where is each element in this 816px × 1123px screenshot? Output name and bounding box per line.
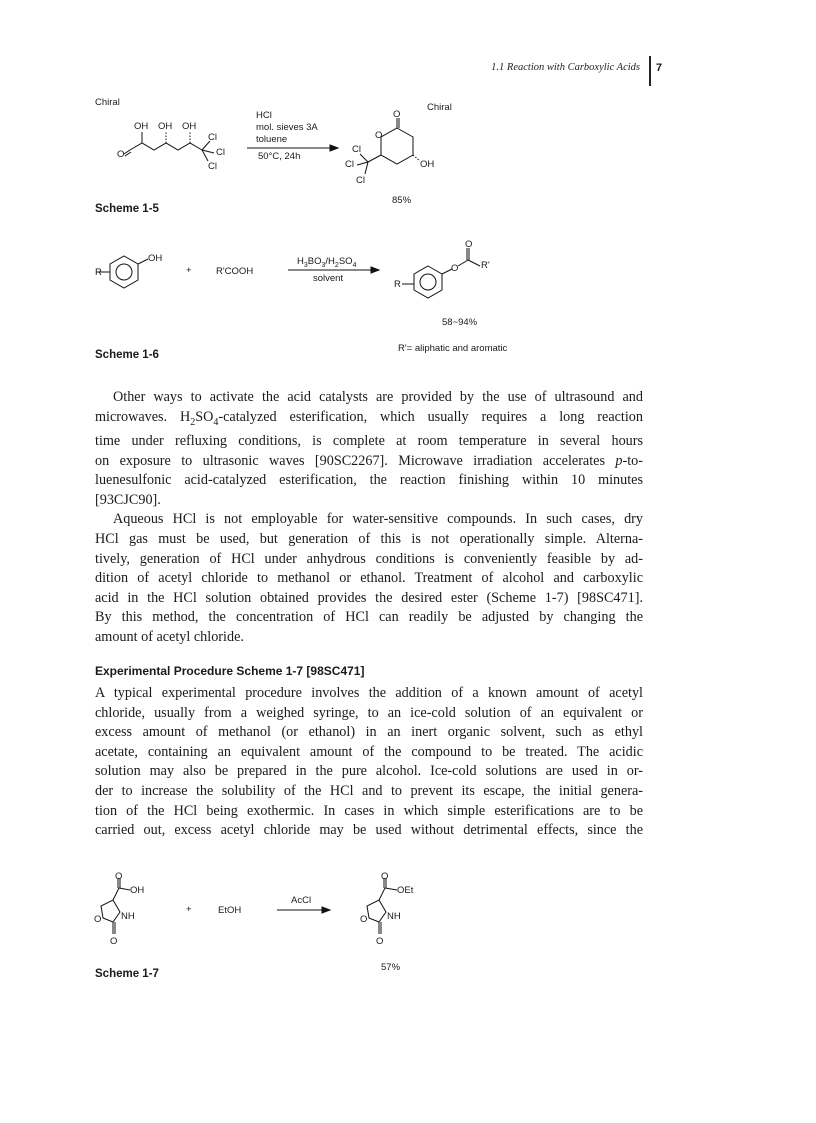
scheme6-product-ester-o: O <box>451 263 459 274</box>
scheme6-r: R <box>95 267 102 278</box>
p2-line7: amount of acetyl chloride. <box>95 628 244 645</box>
exp-line6: der to increase the solubility of the HCl and to prevent its escape, the initial genera- <box>95 782 643 799</box>
scheme7-plus: + <box>186 904 192 915</box>
product-ring-o: O <box>375 130 383 141</box>
reactant-oh-1: OH <box>134 121 149 132</box>
scheme6-acid: R'COOH <box>216 266 254 277</box>
scheme5-condition-temp: 50°C, 24h <box>258 151 301 162</box>
p2-line6: By this method, the concentration of HCl can readily be adjusted by changing the <box>95 609 643 626</box>
p2-line4: dition of acetyl chloride to methanol or ethanol. Treatment of alcohol and carboxylic <box>95 570 643 587</box>
scheme6-oh: OH <box>148 253 163 264</box>
reactant-oh-2: OH <box>158 121 173 132</box>
scheme6-solvent: solvent <box>313 273 344 284</box>
exp-line7: tion of the HCl being exothermic. In cases in which simple esterifications are to be <box>95 802 643 819</box>
reactant-carbonyl-o: O <box>117 149 125 160</box>
exp-line2: chloride, usually from a weighed syringe, to an ice-cold solution of an equivalent or <box>95 704 643 721</box>
exp-line4: acetate, containing an equivalent amount of the compound to be treated. The acidic <box>95 743 643 760</box>
p2-line2: HCl gas must be used, but generation of this is not operationally simple. Alterna- <box>95 530 643 547</box>
chiral-label-right: Chiral <box>427 102 452 113</box>
scheme7-reactant-nh: NH <box>121 911 135 922</box>
scheme7-reactant-oh: OH <box>130 885 145 896</box>
exp-line3: excess amount of methanol (or ethanol) in an inert organic solvent, such as ethyl <box>95 724 643 741</box>
scheme6-note: R'= aliphatic and aromatic <box>398 343 508 354</box>
scheme6-product-carbonyl-o: O <box>465 239 473 250</box>
scheme5-yield: 85% <box>392 195 412 206</box>
scheme7-etoh: EtOH <box>218 905 242 916</box>
page-number: 7 <box>656 62 663 74</box>
scheme7-reactant-urea-o: O <box>110 936 118 947</box>
p1-line5: luenesulfonic acid-catalyzed esterification, the reaction finishing within 10 minutes <box>95 472 643 489</box>
experimental-heading: Experimental Procedure Scheme 1-7 [98SC471] <box>95 664 365 678</box>
scheme6-plus: + <box>186 265 192 276</box>
product-cl-1: Cl <box>352 144 361 155</box>
scheme7-condition: AcCl <box>291 895 312 906</box>
scheme-1-5 <box>0 0 816 230</box>
reactant-oh-3: OH <box>182 121 197 132</box>
chiral-label-left: Chiral <box>95 97 120 108</box>
reactant-cl-2: Cl <box>216 147 225 158</box>
scheme6-yield: 58~94% <box>442 317 478 328</box>
scheme-1-6 <box>0 230 816 370</box>
scheme6-product-rprime: R' <box>481 260 490 271</box>
scheme5-condition-hcl: HCl <box>256 110 272 121</box>
scheme7-label: Scheme 1-7 <box>95 968 159 980</box>
scheme7-product-oet: OEt <box>397 885 414 896</box>
scheme5-label: Scheme 1-5 <box>95 203 159 215</box>
p2-line1: Aqueous HCl is not employable for water-sensitive compounds. In such cases, dry <box>113 511 643 528</box>
exp-line1: A typical experimental procedure involves the addition of a known amount of acetyl <box>95 685 643 701</box>
reactant-cl-3: Cl <box>208 161 217 172</box>
p2-line5: acid in the HCl solution obtained provides the desired ester (Scheme 1-7) [98SC471]. <box>95 589 643 606</box>
scheme6-label: Scheme 1-6 <box>95 349 159 361</box>
scheme7-product-ring-o: O <box>360 914 368 925</box>
scheme7-yield: 57% <box>381 962 401 973</box>
p1-line6: [93CJC90]. <box>95 491 161 508</box>
product-cl-3: Cl <box>356 175 365 186</box>
p1-line3: time under refluxing conditions, is complete at room temperature in several hours <box>95 433 643 450</box>
scheme7-product-nh: NH <box>387 911 401 922</box>
reactant-cl-1: Cl <box>208 132 217 143</box>
scheme-1-7 <box>0 860 816 1000</box>
scheme5-condition-sieves: mol. sieves 3A <box>256 122 318 133</box>
p1-line4: on exposure to ultrasonic waves [90SC2267]. Microwave irradiation accelerates p-to- <box>95 452 643 469</box>
scheme6-product-r: R <box>394 279 401 290</box>
scheme7-reactant-carbonyl-o: O <box>115 871 123 882</box>
product-cl-2: Cl <box>345 159 354 170</box>
body-paragraphs <box>95 388 643 648</box>
p2-line3: tively, generation of HCl under anhydrous conditions is conveniently feasible by ad- <box>95 550 643 567</box>
scheme5-condition-toluene: toluene <box>256 134 288 145</box>
p1-line1: Other ways to activate the acid catalysts are provided by the use of ultrasound and <box>113 389 643 405</box>
scheme7-product-carbonyl-o: O <box>381 871 389 882</box>
exp-line8: carried out, excess acetyl chloride may be used without detrimental effects, since the <box>95 822 643 839</box>
experimental-text <box>95 684 643 841</box>
p1-line2: microwaves. $H_2SO_4$-catalyzed esterification, which usually requires a long reaction <box>95 408 643 428</box>
exp-line5: solution may also be prepared in the pure alcohol. Ice-cold solutions are used in or- <box>95 763 643 780</box>
scheme7-reactant-ring-o: O <box>94 914 102 925</box>
scheme7-product-urea-o: O <box>376 936 384 947</box>
running-title: 1.1 Reaction with Carboxylic Acids <box>491 62 640 73</box>
product-oh: OH <box>420 159 435 170</box>
product-carbonyl-o: O <box>393 109 401 120</box>
scheme6-catalyst: $H_3BO_3/H_2SO_4$ <box>297 256 357 269</box>
